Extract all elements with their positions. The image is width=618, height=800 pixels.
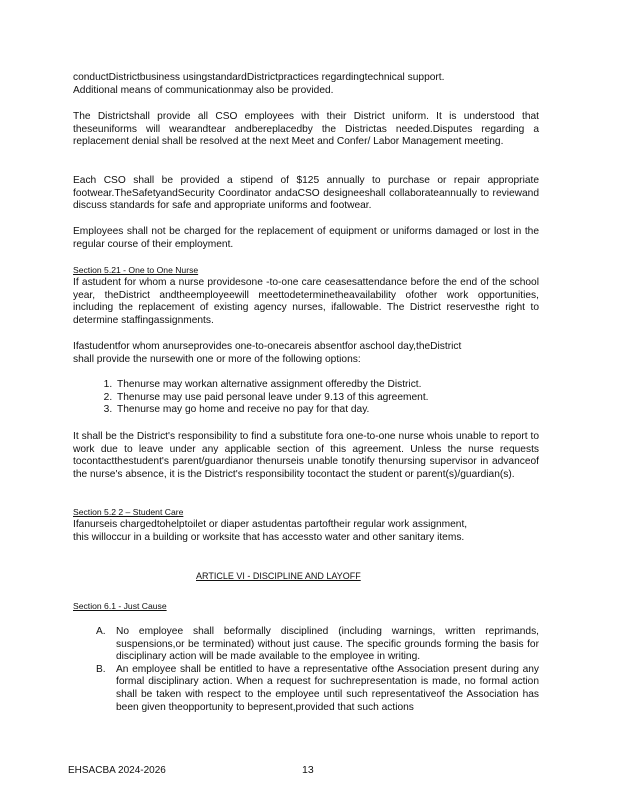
- list-item: [96, 664, 539, 714]
- text-line: Ifanurseis chargedtohelptoilet or diaper astudentas partoftheir regular work assignment,: [73, 519, 468, 530]
- footer-document-id: EHSACBA 2024-2026: [68, 765, 166, 776]
- paragraph-technical-support: [73, 72, 539, 97]
- section-heading-5-22: Section 5.2 2 – Student Care: [73, 507, 184, 517]
- list-marker: B.: [96, 663, 106, 675]
- paragraph-nurse-absence: [73, 341, 539, 366]
- paragraph-student-care: [73, 519, 539, 544]
- text-line: Additional means of communicationmay also be provided.: [73, 84, 334, 96]
- paragraph-nurse-attendance: If astudent for whom a nurse providesone -to-one care ceasesattendance before the end of the school year, theDistrict andtheemployeewill meettodeterminetheavailability ofother work opportunities, including the replacement of existing agency nurses, ifallowable. The District reservesthe right to determine staffingassignments.: [73, 277, 539, 326]
- list-marker: A.: [96, 626, 106, 637]
- paragraph-uniforms: The Districtshall provide all CSO employees with their District uniform. It is understood that theseuniforms will wearandtear andbereplacedby the Districtas needed.Disputes regarding a replacement denial shall be resolved at the next Meet and Confer/ Labor Management meeting.: [73, 111, 539, 148]
- paragraph-footwear-stipend: Each CSO shall be provided a stipend of $125 annually to purchase or repair appropriate footwear.TheSafetyandSecurity Coordinator andaCSO designeeshall collaborateannually to reviewand discuss standards for safe and appropriate uniforms and footwear.: [73, 175, 539, 212]
- paragraph-replacement-charges: Employees shall not be charged for the replacement of equipment or uniforms damaged or lost in the regular course of their employment.: [73, 226, 539, 250]
- text-line: Ifastudentfor whom anurseprovides one-to-onecareis absentfor aschool day,theDistrict: [73, 341, 462, 352]
- text-line: shall provide the nursewith one or more of the following options:: [73, 353, 361, 365]
- paragraph-substitute-nurse: It shall be the District's responsibility to find a substitute fora one-to-one nurse whois unable to report to work due to leave under any applicable section of this agreement. Unless the nurse requests tocontactthestudent's parent/guardianor thenurseis unable tonotify thenursing supervisor in advanceof the nurse's absence, it is the District's responsibility tocontact the student or parent(s)/guardian(s).: [73, 431, 539, 480]
- section-heading-6-1: Section 6.1 - Just Cause: [73, 601, 167, 611]
- list-item-text: An employee shall be entitled to have a representative ofthe Association present during any formal disciplinary action. When a request for suchrepresentation is made, no formal action shall be taken with respect to the employee until such representativeof the Association has been given theopportunity to bepresent,provided that such actions: [116, 663, 539, 713]
- list-item-text: No employee shall beformally disciplined (including warnings, written reprimands, suspensions,or be terminated) without just cause. The specific grounds forming the basis for disciplinary action will be made available to the employee in writing.: [116, 626, 539, 663]
- text-line: this willoccur in a building or worksite that has accessto water and other sanitary items.: [73, 531, 465, 543]
- list-item: 2. Thenurse may use paid personal leave under 9.13 of this agreement.: [115, 392, 535, 405]
- just-cause-list: [96, 626, 539, 714]
- section-heading-5-21: Section 5.21 - One to One Nurse: [73, 265, 199, 275]
- page-number: 13: [302, 764, 314, 776]
- text-line: conductDistrictbusiness usingstandardDistrictpractices regardingtechnical support.: [73, 72, 445, 83]
- list-item: [96, 626, 539, 664]
- article-heading: ARTICLE VI - DISCIPLINE AND LAYOFF: [196, 571, 361, 581]
- nurse-options-list: [73, 379, 535, 417]
- list-item: 1. Thenurse may workan alternative assignment offeredby the District.: [115, 379, 535, 392]
- list-item: 3. Thenurse may go home and receive no pay for that day.: [115, 404, 535, 417]
